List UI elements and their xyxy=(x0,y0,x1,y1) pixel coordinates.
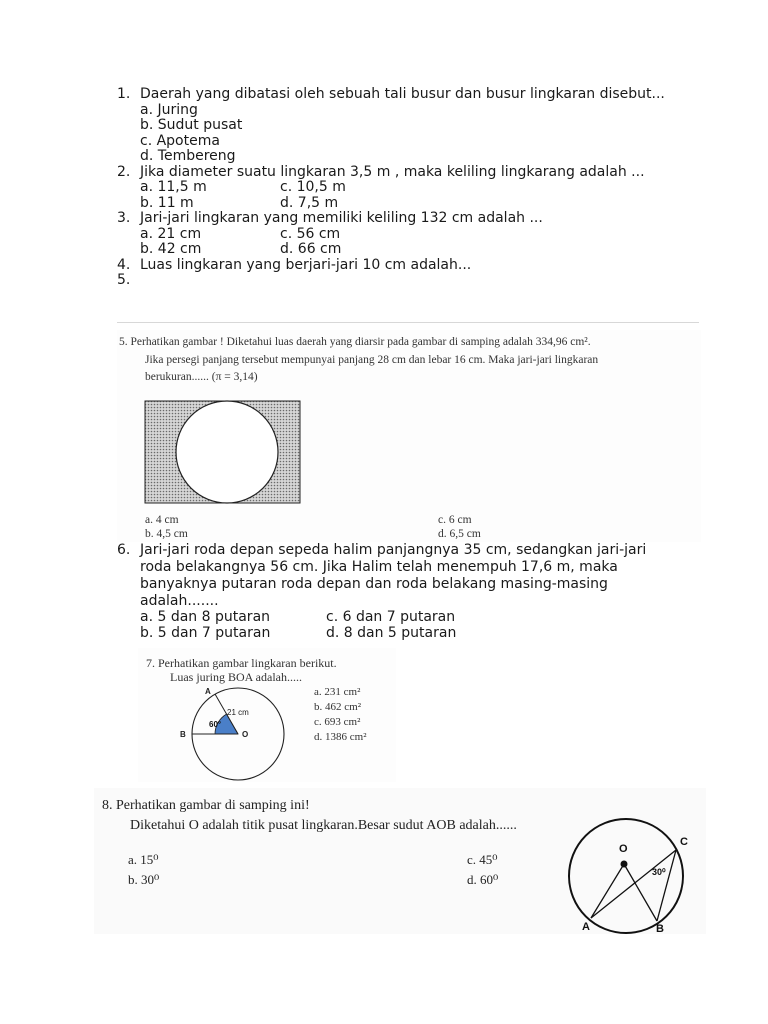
q7-figure xyxy=(173,686,313,782)
q7-scan xyxy=(138,648,396,782)
q7-line-2: Luas juring BOA adalah..... xyxy=(170,670,302,684)
q2-option-b: b. 11 m xyxy=(140,195,194,211)
q5-number-typed: 5. xyxy=(117,272,131,288)
q7-label-o: O xyxy=(242,730,249,739)
q6-line-2: roda belakangnya 56 cm. Jika Halim telah menempuh 17,6 m, maka xyxy=(140,559,618,575)
q1-option-b: b. Sudut pusat xyxy=(140,117,243,133)
q6-option-a: a. 5 dan 8 putaran xyxy=(140,609,271,625)
q6-line-3: banyaknya putaran roda depan dan roda belakang masing-masing xyxy=(140,576,608,592)
q2-text: Jika diameter suatu lingkaran 3,5 m , maka keliling lingkarang adalah ... xyxy=(140,164,645,180)
segment-bc xyxy=(657,850,676,921)
q8-figure xyxy=(566,816,698,934)
q7-option-a: a. 231 cm² xyxy=(314,686,361,698)
q2-option-d: d. 7,5 m xyxy=(280,195,339,211)
q8-angle-label: 30⁰ xyxy=(652,867,666,877)
q7-label-b: B xyxy=(180,730,186,739)
q1-number: 1. xyxy=(117,86,131,102)
q3-option-d: d. 66 cm xyxy=(280,241,342,257)
q1-option-a: a. Juring xyxy=(140,102,198,118)
segment-ac xyxy=(591,850,676,918)
q7-option-d: d. 1386 cm² xyxy=(314,731,367,743)
q6-number: 6. xyxy=(117,542,131,558)
q7-option-b: b. 462 cm² xyxy=(314,701,361,713)
q6-option-d: d. 8 dan 5 putaran xyxy=(326,625,457,641)
segment-oa xyxy=(591,864,624,918)
q8-label-c: C xyxy=(680,836,688,848)
q8-label-a: A xyxy=(582,921,590,933)
q5-line-1: 5. Perhatikan gambar ! Diketahui luas daerah yang diarsir pada gambar di samping adalah 334,96 cm². xyxy=(119,336,591,348)
q7-line-1: 7. Perhatikan gambar lingkaran berikut. xyxy=(146,656,337,670)
q8-line-2: Diketahui O adalah titik pusat lingkaran.Besar sudut AOB adalah...... xyxy=(130,818,517,833)
inner-circle xyxy=(176,401,278,503)
q5-option-b: b. 4,5 cm xyxy=(145,528,188,540)
q8-scan xyxy=(94,788,706,934)
q3-number: 3. xyxy=(117,210,131,226)
q6-line-4: adalah....... xyxy=(140,593,219,609)
q5-option-c: c. 6 cm xyxy=(438,514,472,526)
q4-number: 4. xyxy=(117,257,131,273)
q8-label-b: B xyxy=(656,923,664,934)
q7-label-a: A xyxy=(205,687,211,696)
q8-circle xyxy=(569,819,683,933)
q8-label-o: O xyxy=(619,843,628,855)
q3-option-a: a. 21 cm xyxy=(140,226,202,242)
q2-option-a: a. 11,5 m xyxy=(140,179,207,195)
q8-option-c: c. 45⁰ xyxy=(467,852,498,867)
q5-figure xyxy=(144,400,302,506)
q1-option-c: c. Apotema xyxy=(140,133,220,149)
q1-option-d: d. Tembereng xyxy=(140,148,236,164)
q2-number: 2. xyxy=(117,164,131,180)
q7-option-c: c. 693 cm² xyxy=(314,716,361,728)
q4-text: Luas lingkaran yang berjari-jari 10 cm adalah... xyxy=(140,257,472,273)
q3-option-b: b. 42 cm xyxy=(140,241,202,257)
center-point xyxy=(621,861,628,868)
q2-option-c: c. 10,5 m xyxy=(280,179,346,195)
q5-line-2: Jika persegi panjang tersebut mempunyai panjang 28 cm dan lebar 16 cm. Maka jari-jari lingkaran xyxy=(145,354,599,366)
q5-scan xyxy=(117,330,701,542)
q6-option-c: c. 6 dan 7 putaran xyxy=(326,609,456,625)
q8-option-d: d. 60⁰ xyxy=(467,872,499,887)
q6-option-b: b. 5 dan 7 putaran xyxy=(140,625,271,641)
q8-line-1: 8. Perhatikan gambar di samping ini! xyxy=(102,798,310,813)
q8-option-a: a. 15⁰ xyxy=(128,852,159,867)
q1-text: Daerah yang dibatasi oleh sebuah tali busur dan busur lingkaran disebut... xyxy=(140,86,665,102)
divider xyxy=(117,322,699,323)
q7-angle-label: 60° xyxy=(209,720,222,729)
q3-option-c: c. 56 cm xyxy=(280,226,341,242)
q5-option-d: d. 6,5 cm xyxy=(438,528,481,540)
q7-radius-label: 21 cm xyxy=(227,708,249,717)
q5-line-3: berukuran...... (π = 3,14) xyxy=(145,371,258,383)
q5-option-a: a. 4 cm xyxy=(145,514,179,526)
q3-text: Jari-jari lingkaran yang memiliki keliling 132 cm adalah ... xyxy=(140,210,543,226)
q6-line-1: Jari-jari roda depan sepeda halim panjangnya 35 cm, sedangkan jari-jari xyxy=(140,542,647,558)
q8-option-b: b. 30⁰ xyxy=(128,872,160,887)
